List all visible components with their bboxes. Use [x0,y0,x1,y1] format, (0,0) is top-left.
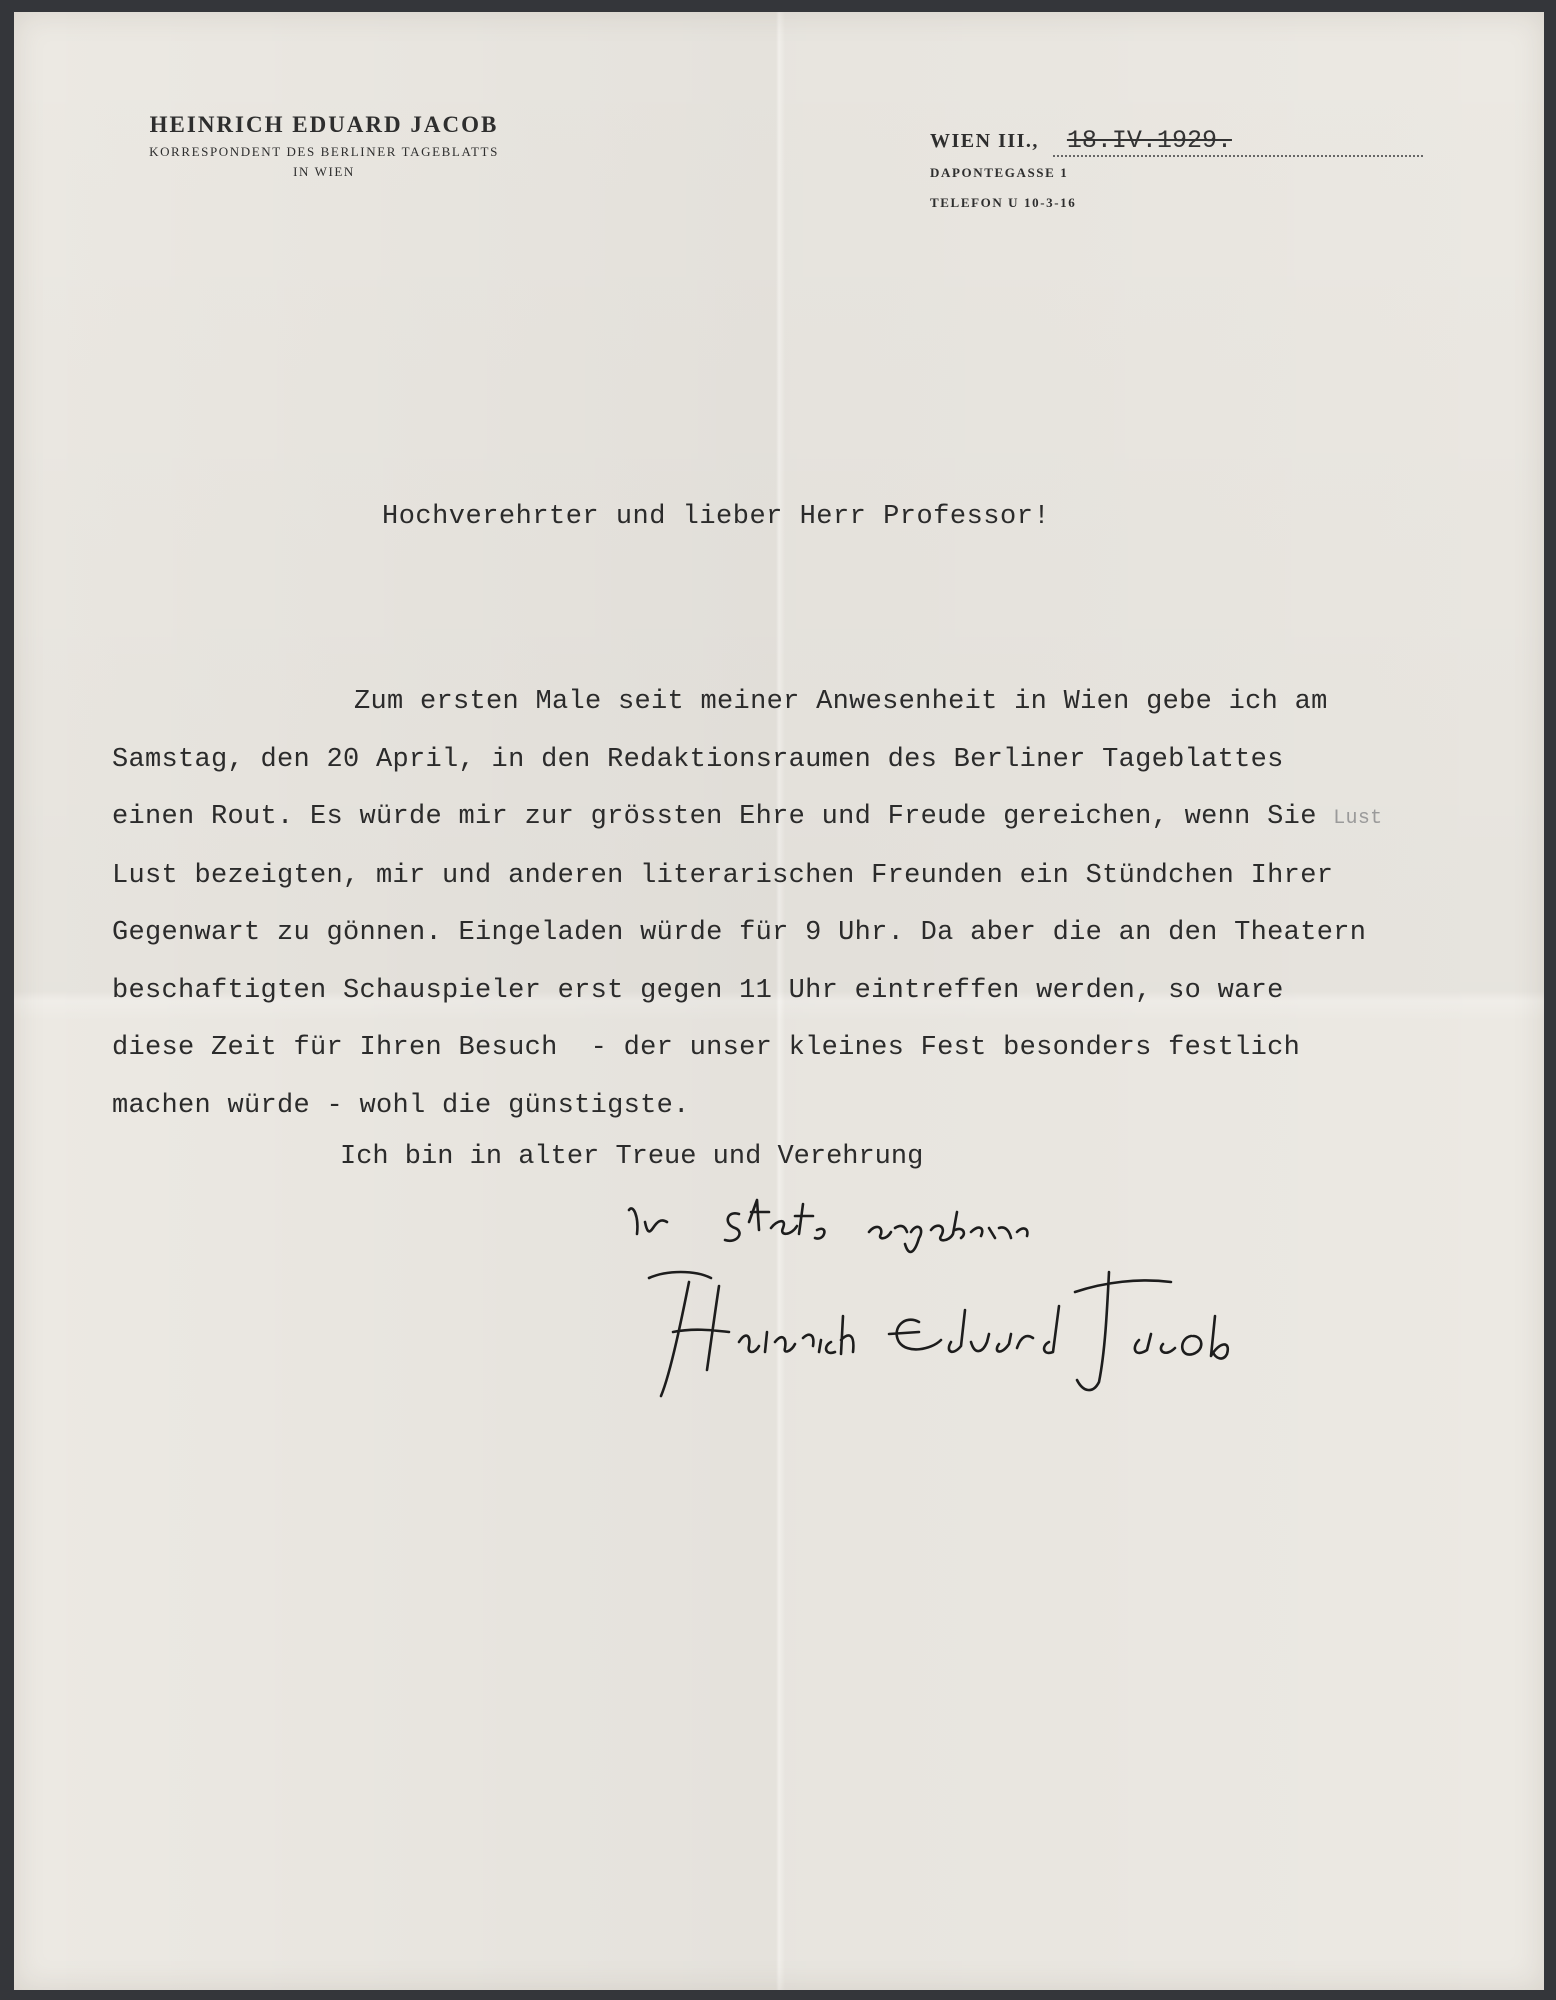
salutation: Hochverehrter und lieber Herr Professor! [382,502,1051,532]
body-line: Samstag, den 20 April, in den Redaktionsraumen des Berliner Tageblattes [112,744,1284,775]
body-line: Gegenwart zu gönnen. Eingeladen würde für 9 Uhr. Da aber die an den Theatern [112,918,1367,948]
sender-name: HEINRICH EDUARD JACOB [149,112,499,137]
place-date-line [930,126,1423,157]
body-line: einen Rout. Es würde mir zur grössten Ehre und Freude gereichen, wenn Sie Lust [112,802,1383,832]
body-line: beschaftigten Schauspieler erst gegen 11 Uhr eintreffen werden, so ware [112,975,1284,1006]
street-address: DAPONTEGASSE 1 [930,165,1069,180]
closing-line: Ich bin in alter Treue und Verehrung [340,1142,924,1172]
body-line: machen würde - wohl die günstigste. [112,1090,690,1121]
letter-paper [14,12,1544,1990]
letterhead-sender [104,112,544,180]
handwritten-signature [619,1182,1379,1422]
struck-word: Lust [1333,807,1383,830]
telephone-number: TELEFON U 10-3-16 [930,195,1077,210]
sender-city: IN WIEN [293,164,355,179]
body-line: Lust bezeigten, mir und anderen literarischen Freunden ein Stündchen Ihrer [112,860,1334,891]
body-line: Zum ersten Male seit meiner Anwesenheit in Wien gebe ich am [354,687,1328,717]
sender-title: KORRESPONDENT DES BERLINER TAGEBLATTS [149,144,499,159]
letter-body [112,674,1532,1135]
letter-date: 18.IV.1929. [1053,126,1423,157]
body-line: diese Zeit für Ihren Besuch - der unser kleines Fest besonders festlich [112,1033,1301,1063]
place-name: WIEN III., [930,130,1039,152]
letterhead-address [930,126,1423,211]
